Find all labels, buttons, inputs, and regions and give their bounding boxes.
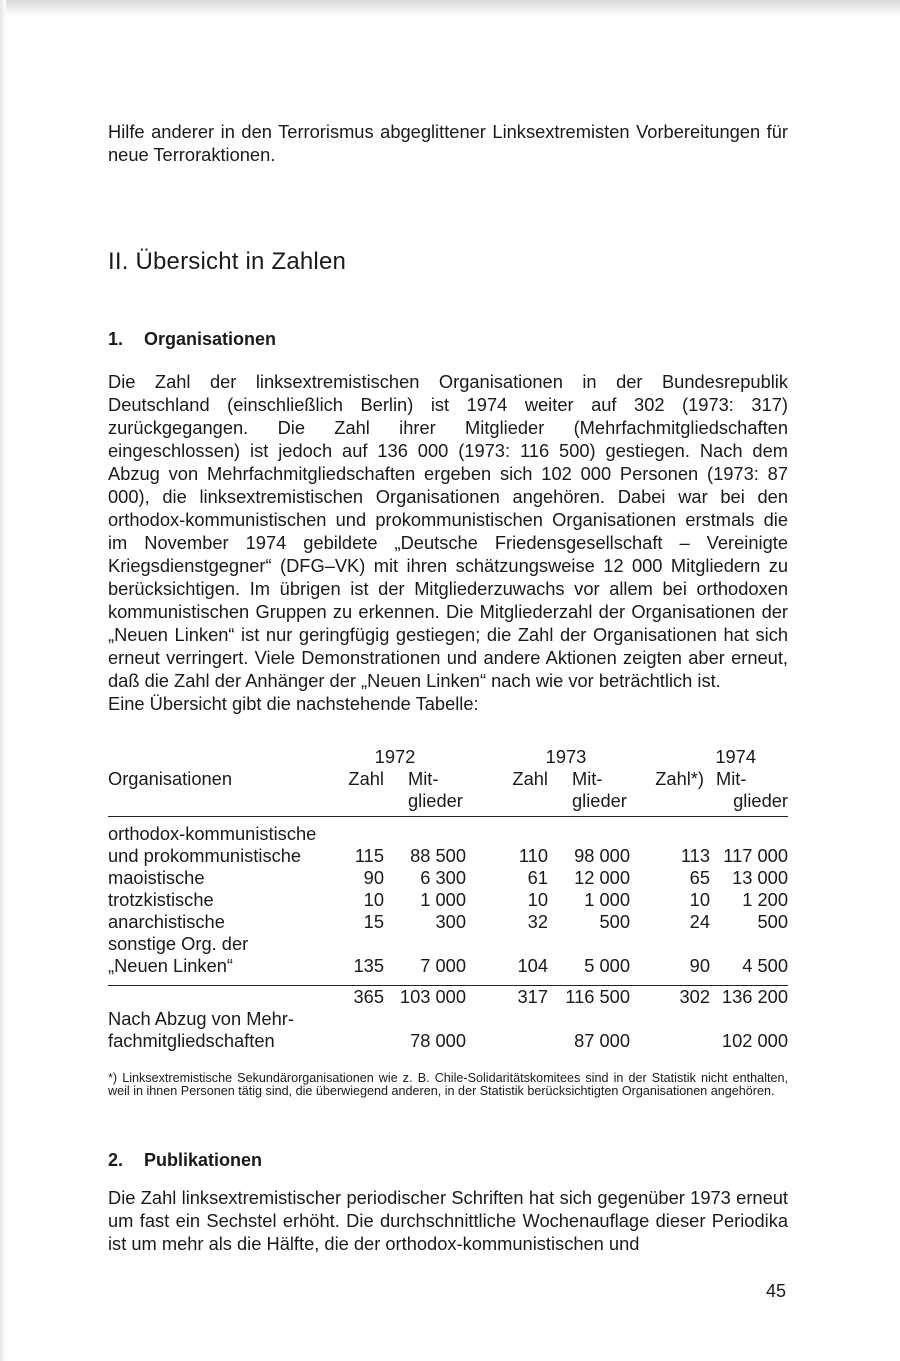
page-number: 45: [766, 1281, 787, 1301]
row-label-nach-abzug: Nach Abzug von Mehr-: [108, 1008, 294, 1029]
table-footnote: *) Linksextremistische Sekundärorganisationen wie z. B. Chile-Solidaritätskomitees sind in der Statistik nicht enthalten, weil in ihnen Personen tätig sind, die überwiegend anderen, in der Statistik berücksichtigten Organisationen angehören.: [108, 1071, 788, 1098]
table-header-row2: [108, 790, 788, 817]
table-group-label: [108, 817, 788, 846]
subsection-title: Publikationen: [144, 1150, 263, 1170]
header-glieder-1974: glieder: [710, 790, 788, 817]
organisationen-paragraph: Die Zahl der linksextremistischen Organisationen in der Bundesrepublik Deutschland (einschließlich Berlin) ist 1974 weiter auf 302 (1973: 317) zurückgegangen. Die Zahl ihrer Mitglieder (Mehrfachmitgliedschaften eingeschlossen) ist jedoch auf 136 000 (1973: 116 500) gestiegen. Nach dem Abzug von Mehrfachmitgliedschaften ergeben sich 102 000 Personen (1973: 87 000), die linksextremistischen Organisationen angehören. Dabei war bei den orthodox-kommunistischen und prokommunistischen Organisationen erstmals die im November 1974 gebildete „Deutsche Friedensgesellschaft – Vereinigte Kriegsdienstgegner“ (DFG–VK) mit ihren schätzungsweise 12 000 Mitgliedern zu berücksichtigen. Im übrigen ist der Mitgliederzuwachs vor allem bei orthodoxen kommunistischen Gruppen zu erkennen. Die Mitgliederzahl der Organisationen der „Neuen Linken“ ist nur geringfügig gestiegen; die Zahl der Organisationen hat sich erneut verringert. Viele Demonstrationen und andere Aktionen zeigten aber erneut, daß die Zahl der Anhänger der „Neuen Linken“ nach wie vor beträchtlich ist.: [108, 371, 788, 691]
table-row: und prokommunistische 115 88 500 110 98 000 113 117 000: [108, 845, 788, 866]
header-organisationen: Organisationen: [108, 768, 232, 789]
subsection-title: Organisationen: [144, 329, 277, 349]
scan-left-edge: [0, 0, 6, 1361]
subsection-number: 1.: [108, 329, 124, 349]
section-title: II. Übersicht in Zahlen: [108, 248, 347, 275]
table-totals-row: 365 103 000 317 116 500 302 136 200: [353, 986, 788, 1007]
organisations-table-wrap: [108, 746, 788, 1052]
table-header-row1: [108, 768, 788, 790]
subsection-publikationen: [108, 1150, 262, 1171]
organisationen-text: [108, 370, 788, 715]
row-label-orthodox: orthodox-kommunistische: [108, 823, 317, 844]
organisations-table: [108, 746, 788, 1052]
header-zahl-1973: Zahl: [512, 768, 548, 789]
row-label-fachmitgliedschaften: fachmitgliedschaften: [108, 1030, 275, 1051]
table-net-row: fachmitgliedschaften 78 000 87 000 102 000: [108, 1030, 788, 1051]
subsection-number: 2.: [108, 1150, 124, 1170]
header-zahl-1972: Zahl: [348, 768, 384, 789]
row-label-sonstige: sonstige Org. der: [108, 933, 249, 954]
table-row: maoistische 90 6 300 61 12 000 65 13 000: [108, 867, 788, 888]
publikationen-paragraph: Die Zahl linksextremistischer periodischer Schriften hat sich gegenüber 1973 erneut um fast ein Sechstel erhöht. Die durchschnittliche Wochenauflage dieser Periodika ist um mehr als die Hälfte, die der orthodox-kommunistischen und: [108, 1187, 788, 1254]
intro-paragraph: Hilfe anderer in den Terrorismus abgeglittener Linksextremisten Vorbereitungen für neue Terroraktionen.: [108, 121, 788, 165]
header-zahl-1974: Zahl*): [655, 768, 704, 789]
table-row: „Neuen Linken“ 135 7 000 104 5 000 90 4 500: [108, 955, 788, 986]
table-group-label: [108, 933, 788, 955]
year-1974: 1974: [715, 746, 756, 767]
header-glieder-1972: glieder: [384, 790, 466, 817]
header-mit-1972: Mit-: [408, 768, 439, 789]
year-1973: 1973: [545, 746, 587, 767]
header-mit-1974: Mit-: [716, 768, 747, 789]
year-1972: 1972: [374, 746, 416, 767]
table-year-row: [108, 746, 788, 768]
table-row: anarchistische 15 300 32 500 24 500: [108, 911, 788, 932]
scan-top-edge: [0, 0, 900, 16]
table-net-label-row: [108, 1008, 788, 1030]
subsection-organisationen: [108, 329, 276, 350]
table-intro: Eine Übersicht gibt die nachstehende Tabelle:: [108, 693, 479, 714]
table-row: trotzkistische 10 1 000 10 1 000 10 1 200: [108, 889, 788, 910]
header-glieder-1973: glieder: [548, 790, 630, 817]
header-mit-1973: Mit-: [572, 768, 603, 789]
